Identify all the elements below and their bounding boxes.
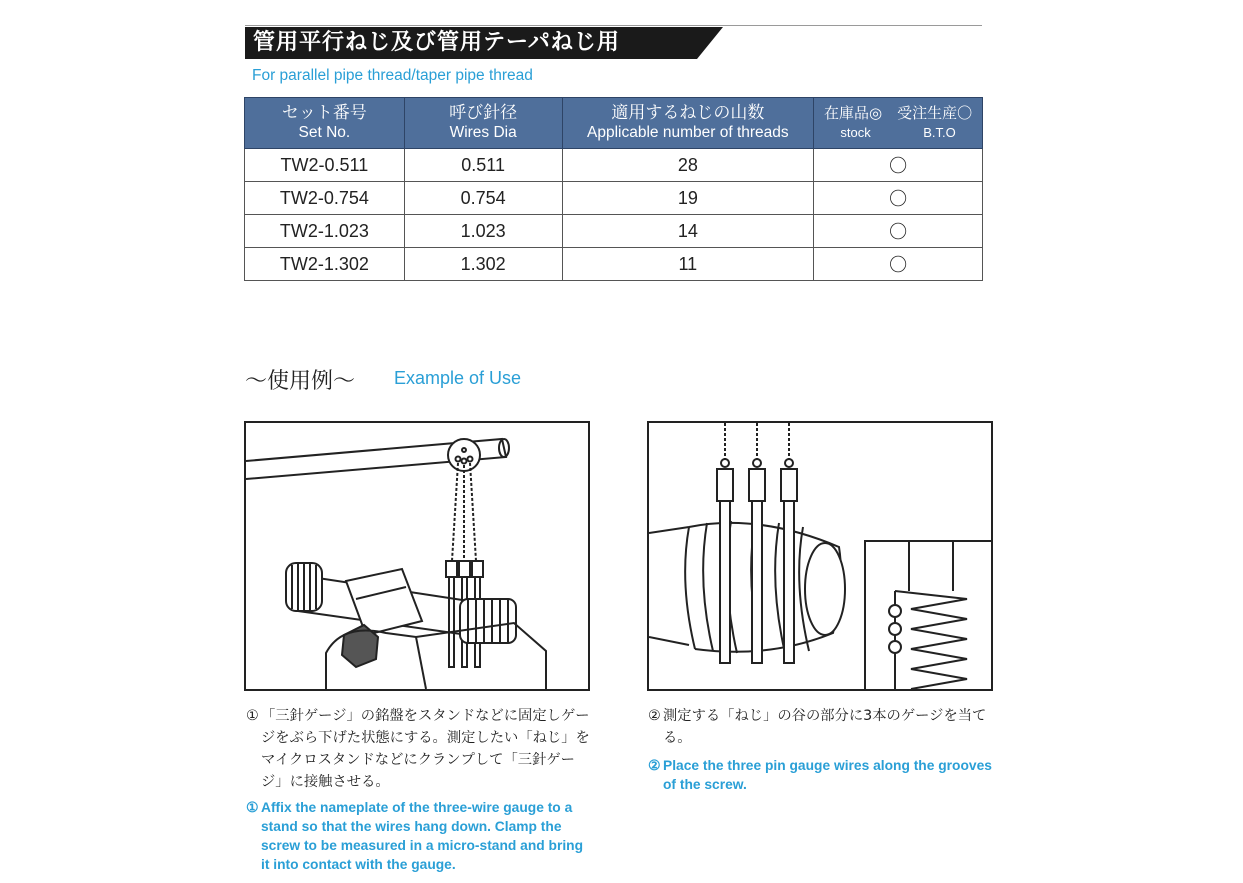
cell-availability: 〇 bbox=[814, 182, 983, 215]
step1-caption-en bbox=[246, 798, 590, 874]
step1-number-en: ① bbox=[246, 800, 259, 815]
step2-text-en: Place the three pin gauge wires along the grooves of the screw. bbox=[663, 758, 992, 792]
cell-availability: 〇 bbox=[814, 248, 983, 281]
step1-number: ① bbox=[246, 708, 259, 724]
example-title-en: Example of Use bbox=[394, 368, 522, 388]
step2-caption-en bbox=[648, 756, 992, 794]
cell-threads: 14 bbox=[562, 215, 814, 248]
header-threads-jp: 適用するねじの山数 bbox=[611, 103, 765, 123]
header-set-no-jp: セット番号 bbox=[281, 103, 367, 123]
header-threads bbox=[562, 98, 814, 149]
cell-threads: 19 bbox=[562, 182, 814, 215]
header-wire-dia-jp: 呼び針径 bbox=[449, 103, 518, 123]
section-title: 管用平行ねじ及び管用テーパねじ用 bbox=[253, 30, 620, 55]
cell-wire-dia: 0.754 bbox=[404, 182, 562, 215]
header-availability bbox=[814, 98, 983, 149]
step2-number-en: ② bbox=[648, 758, 661, 773]
stand-and-gauge-drawing bbox=[246, 423, 588, 689]
spec-table bbox=[244, 97, 983, 281]
table-row bbox=[245, 182, 983, 215]
table-row bbox=[245, 149, 983, 182]
step2-caption-jp bbox=[648, 705, 992, 749]
cell-availability: 〇 bbox=[814, 215, 983, 248]
top-rule bbox=[245, 25, 982, 26]
header-availability-jp: 在庫品◎ 受注生産〇 bbox=[824, 104, 973, 122]
usage-illustration-1 bbox=[244, 421, 590, 691]
cell-threads: 11 bbox=[562, 248, 814, 281]
section-subtitle: For parallel pipe thread/taper pipe thread bbox=[252, 67, 533, 84]
cell-threads: 28 bbox=[562, 149, 814, 182]
example-title-jp: ～使用例～ bbox=[245, 369, 356, 394]
header-set-no bbox=[245, 98, 405, 149]
header-availability-en bbox=[814, 123, 982, 142]
cell-wire-dia: 0.511 bbox=[404, 149, 562, 182]
table-header-row bbox=[245, 98, 983, 149]
usage-illustration-2 bbox=[647, 421, 993, 691]
cell-set-no: TW2-0.754 bbox=[245, 182, 405, 215]
step1-text-en: Affix the nameplate of the three-wire gauge to a stand so that the wires hang down. Clamp the screw to be measured in a micro-stand and bring it into contact with the gauge. bbox=[261, 800, 584, 872]
step1-caption-jp bbox=[246, 705, 590, 793]
step2-text-jp: 測定する「ねじ」の谷の部分に3本のゲージを当てる。 bbox=[663, 708, 987, 746]
cell-set-no: TW2-1.302 bbox=[245, 248, 405, 281]
header-wire-dia bbox=[404, 98, 562, 149]
header-wire-dia-en: Wires Dia bbox=[449, 124, 517, 141]
step2-number: ② bbox=[648, 708, 661, 724]
table-row bbox=[245, 248, 983, 281]
cell-set-no: TW2-0.511 bbox=[245, 149, 405, 182]
header-stock-label: stock bbox=[840, 125, 871, 140]
section-banner bbox=[245, 27, 723, 59]
cell-set-no: TW2-1.023 bbox=[245, 215, 405, 248]
wires-in-grooves-drawing bbox=[649, 423, 991, 689]
step1-text-jp: 「三針ゲージ」の銘盤をスタンドなどに固定しゲージをぶら下げた状態にする。測定したい「ねじ」をマイクロスタンドなどにクランプして「三針ゲージ」に接触させる。 bbox=[261, 708, 590, 790]
cell-wire-dia: 1.023 bbox=[404, 215, 562, 248]
table-row bbox=[245, 215, 983, 248]
cell-availability: 〇 bbox=[814, 149, 983, 182]
header-bto-label: B.T.O bbox=[923, 125, 956, 140]
header-set-no-en: Set No. bbox=[298, 124, 351, 141]
cell-wire-dia: 1.302 bbox=[404, 248, 562, 281]
header-threads-en: Applicable number of threads bbox=[587, 124, 789, 141]
